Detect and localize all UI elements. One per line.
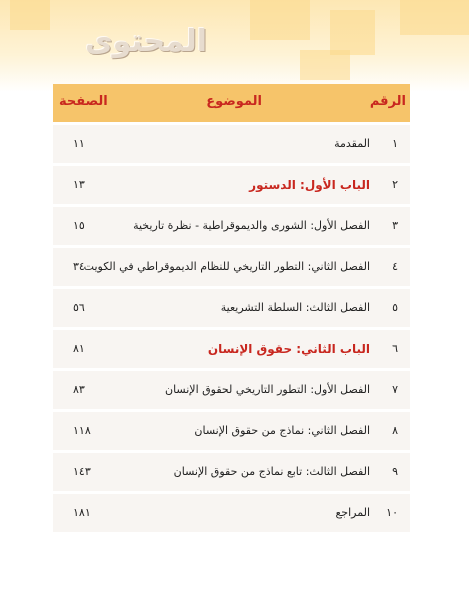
chapter-title: الفصل الثالث: السلطة التشريعية (220, 301, 370, 314)
chapter-title: الفصل الثاني: التطور التاريخي للنظام الديموقراطي في الكويت (83, 260, 370, 273)
page-number: ١١٨ (73, 424, 91, 437)
page-number: ٣٤ (73, 260, 85, 273)
chapter-title: الفصل الأول: التطور التاريخي لحقوق الإنسان (165, 383, 370, 396)
column-header-number: الرقم (369, 94, 406, 109)
table-row (53, 248, 410, 286)
row-number: ٧ (392, 383, 398, 396)
page-number: ١٥ (73, 219, 85, 232)
page-number: ١٤٣ (73, 465, 91, 478)
table-row (53, 453, 410, 491)
chapter-title: الفصل الثالث: تابع نماذج من حقوق الإنسان (173, 465, 370, 478)
column-header-topic: الموضوع (206, 94, 262, 109)
table-row (53, 125, 410, 163)
chapter-title: المراجع (335, 506, 370, 519)
contents-table (53, 84, 410, 532)
page-number: ١١ (73, 137, 85, 150)
row-number: ١ (392, 137, 398, 150)
page-number: ١٨١ (73, 506, 91, 519)
row-number: ١٠ (386, 506, 398, 519)
column-header-page: الصفحة (59, 94, 108, 109)
row-number: ٦ (392, 342, 398, 355)
page-number: ٨١ (73, 342, 85, 355)
chapter-title: المقدمة (334, 137, 370, 150)
page-number: ٥٦ (73, 301, 85, 314)
part-title: الباب الأول: الدستور (249, 178, 370, 192)
decorative-tile (10, 0, 50, 30)
row-number: ٣ (392, 219, 398, 232)
table-row (53, 289, 410, 327)
chapter-title: الفصل الثاني: نماذج من حقوق الإنسان (194, 424, 370, 437)
row-number: ٨ (392, 424, 398, 437)
table-row (53, 412, 410, 450)
table-row (53, 166, 410, 204)
decorative-tile (330, 10, 375, 55)
header-band (0, 0, 469, 92)
page-number: ١٣ (73, 178, 85, 191)
chapter-title: الفصل الأول: الشورى والديموقراطية - نظرة تاريخية (133, 219, 370, 232)
table-row (53, 371, 410, 409)
table-row (53, 207, 410, 245)
page-number: ٨٣ (73, 383, 85, 396)
table-body (53, 125, 410, 532)
row-number: ٢ (392, 178, 398, 191)
row-number: ٩ (392, 465, 398, 478)
table-row (53, 330, 410, 368)
row-number: ٤ (392, 260, 398, 273)
decorative-tile (300, 50, 350, 80)
decorative-tile (400, 0, 469, 35)
table-row (53, 494, 410, 532)
page-title: المحتوى (85, 24, 207, 59)
decorative-tile (250, 0, 310, 40)
row-number: ٥ (392, 301, 398, 314)
table-header (53, 84, 410, 122)
part-title: الباب الثاني: حقوق الإنسان (207, 342, 370, 356)
